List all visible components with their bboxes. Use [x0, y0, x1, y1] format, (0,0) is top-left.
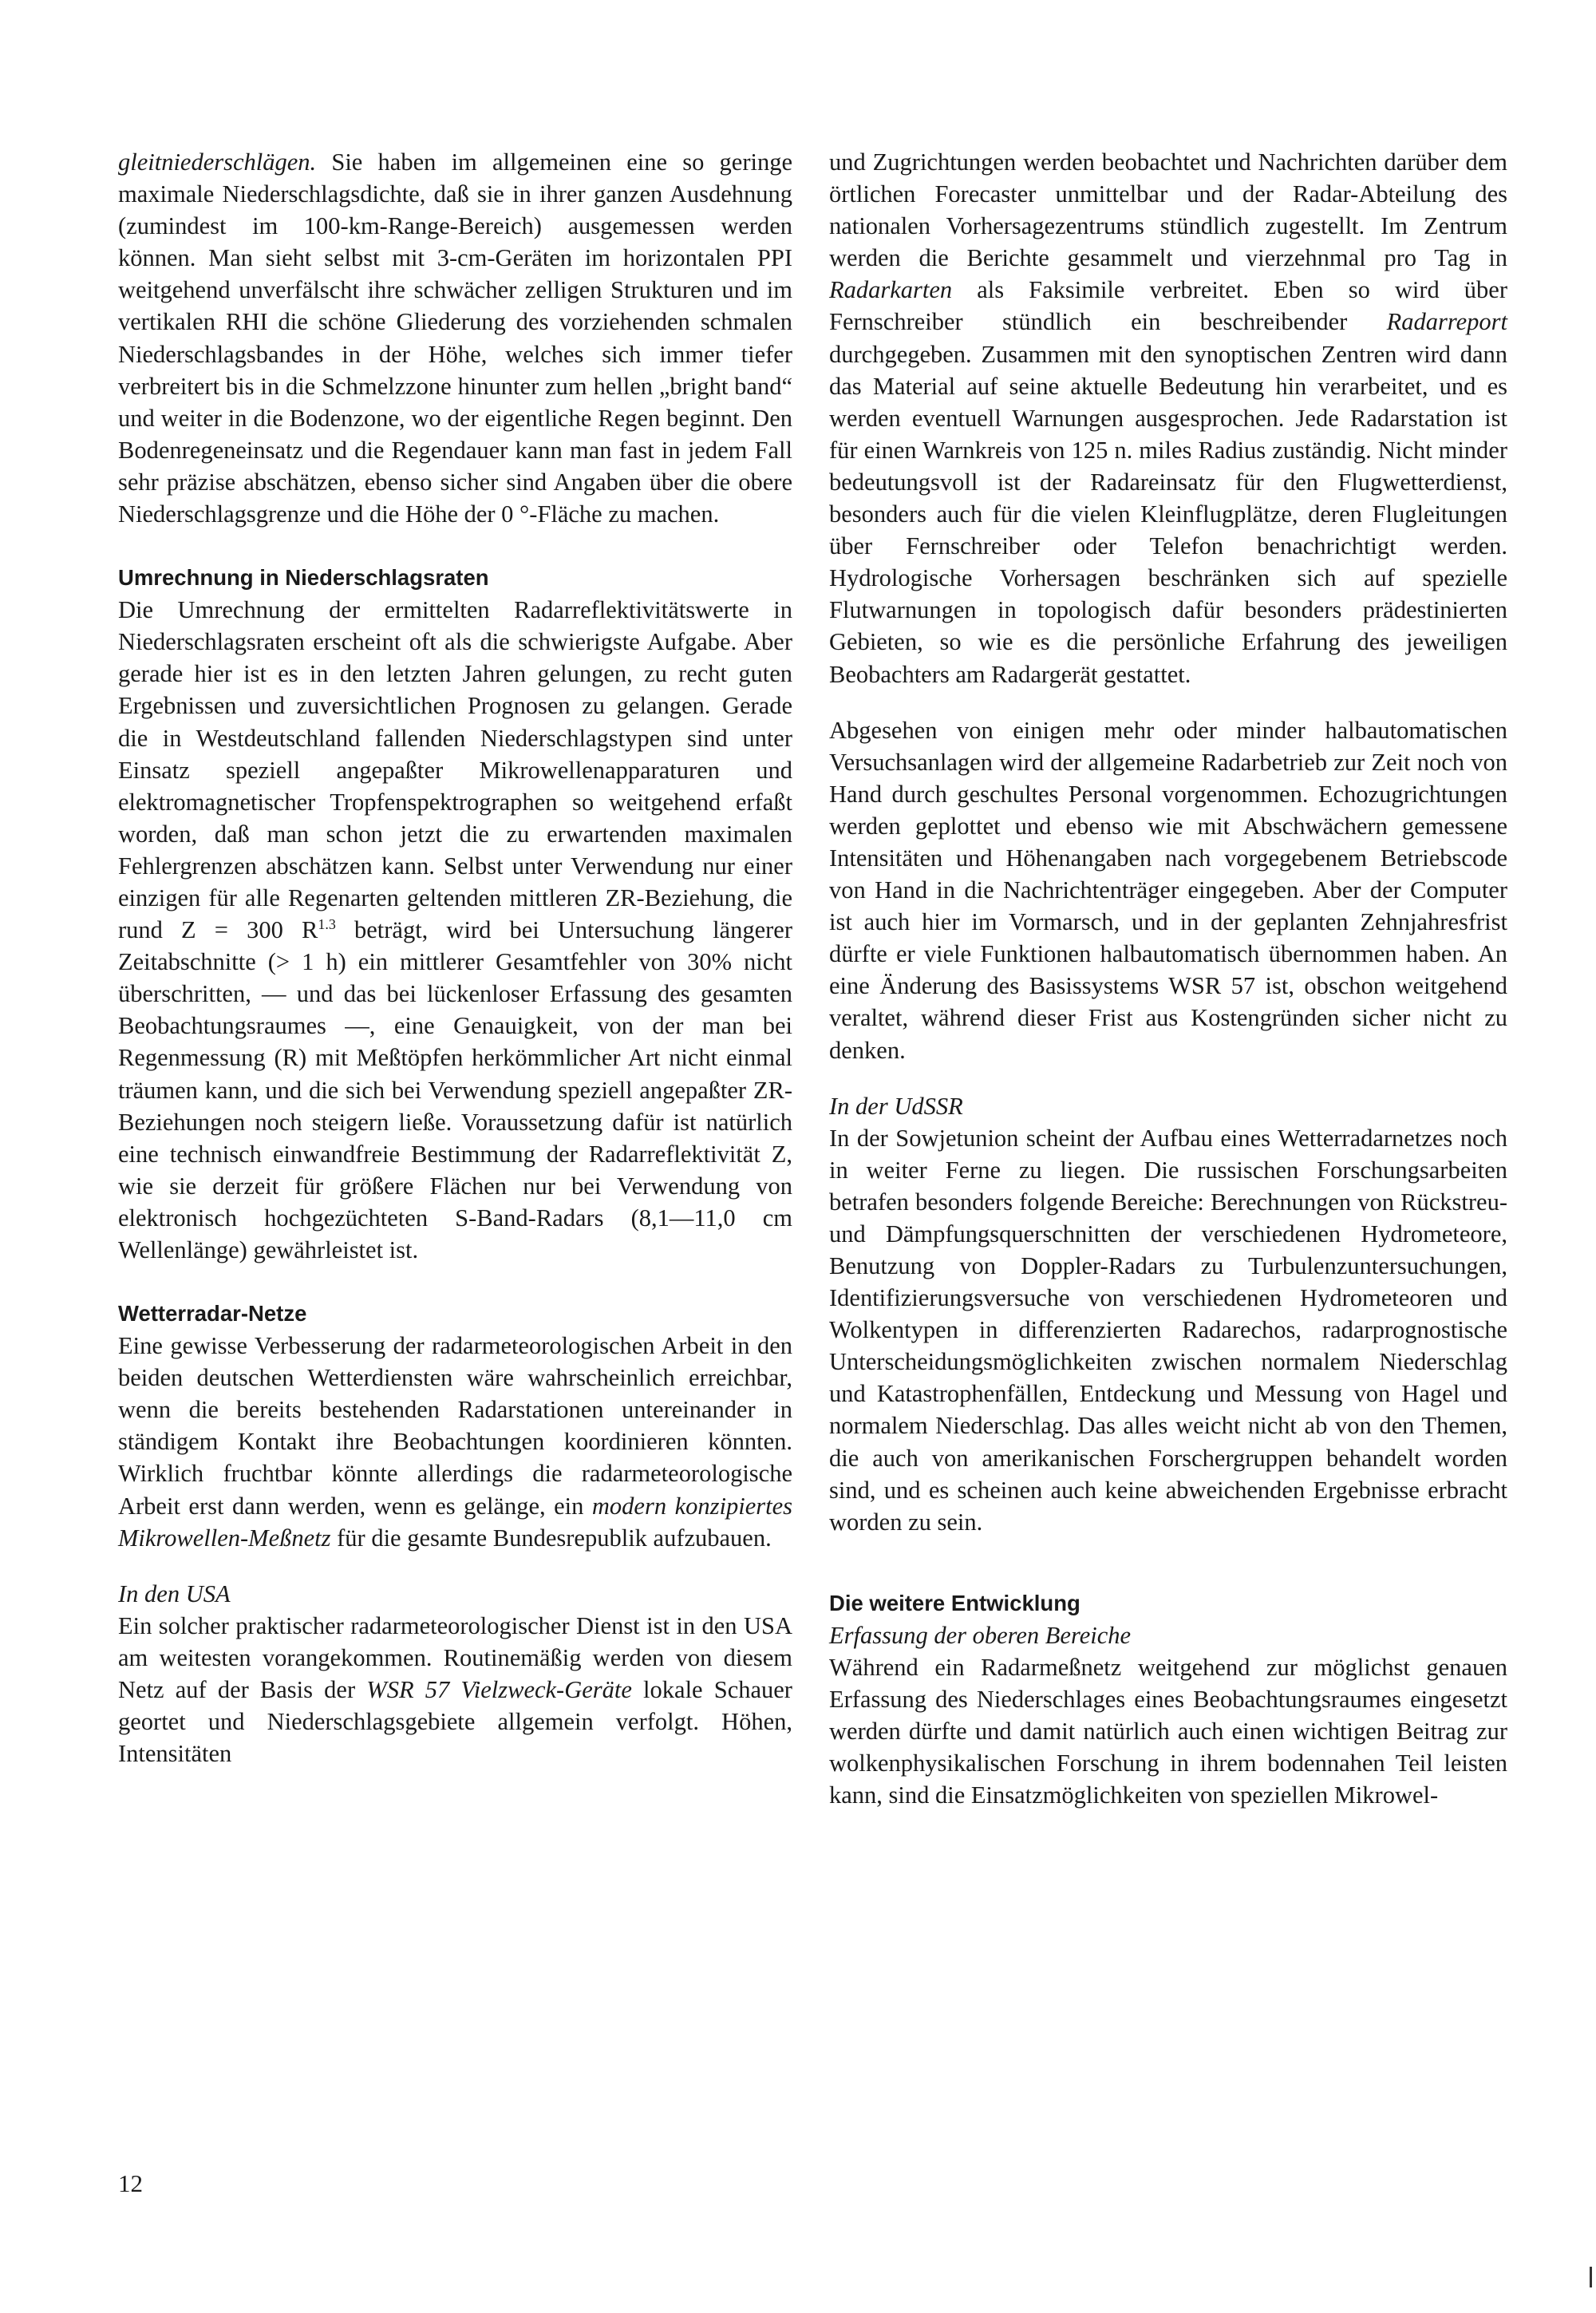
paragraph-usa: Ein solcher praktischer radarmeteorologischer Dienst ist in den USA am weitesten vorangekommen. Routinemäßig werden von diesem Netz auf der Basis der WSR 57 Vielzweck-Geräte lokale Schauer geortet und Niederschlagsgebiete allgemein verfolgt. Höhen, Intensitäten [118, 1611, 792, 1768]
edge-mark [1590, 2267, 1592, 2287]
paragraph-umrechnung: Die Umrechnung der ermittelten Radarreflektivitätswerte in Niederschlagsraten erscheint oft als die schwierigste Aufgabe. Aber gerade hier ist es in den letzten Jahren gelungen, zu recht guten Ergebnissen und zuversichtlichen Prognosen zu gelangen. Gerade die in Westdeutschland fallenden Niederschlagstypen sind unter Einsatz speziell angepaßter Mikrowellenapparaturen und elektromagnetischer Tropfenspektrographen so weitgehend erfaßt worden, daß man schon jetzt die zu erwartenden maximalen Fehlergrenzen abschätzen kann. Selbst unter Verwendung nur einer einzigen für alle Regenarten geltenden mittleren ZR-Beziehung, die rund Z = 300 $R^{1.3}$ beträgt, wird bei Untersuchung längerer Zeitabschnitte (> 1 h) ein mittlerer Gesamtfehler von 30% nicht überschritten, — und das bei lückenloser Erfassung des gesamten Beobachtungsraumes —, eine Genauigkeit, von der man bei Regenmessung (R) mit Meßtöpfen herkömmlicher Art nicht einmal träumen kann, und die sich bei Verwendung speziell angepaßter ZR-Beziehungen noch steigern ließe. Voraussetzung dafür ist natürlich eine technisch einwandfreie Bestimmung der Radarreflektivität Z, wie sie derzeit für größere Flächen nur bei Verwendung von elektronisch hochgezüchteten S-Band-Radars (8,1—11,0 cm Wellenlänge) gewährleistet ist. [118, 596, 792, 1263]
right-column [829, 146, 1507, 1811]
paragraph-udssr: In der Sowjetunion scheint der Aufbau eines Wetterradarnetzes noch in weiter Ferne zu liegen. Die russischen Forschungsarbeiten betrafen besonders folgende Bereiche: Berechnungen von Rückstreu- und Dämpfungsquerschnitten der verschiedenen Hydrometeore, Benutzung von Doppler-Radars zu Turbulenzuntersuchungen, Identifizierungsversuche von verschiedenen Hydrometeoren und Wolkentypen in differenzierten Radarechos, radarprognostische Unterscheidungsmöglichkeiten zwischen normalem Niederschlag und Katastrophenfällen, Entdeckung und Messung von Hagel und normalem Niederschlag. Das alles weicht nicht ab von den Themen, die auch von amerikanischen Forschergruppen behandelt worden sind, und es scheinen auch keine abweichenden Ergebnisse erbracht worden zu sein. [829, 1124, 1507, 1536]
heading-weitere-entwicklung: Die weitere Entwicklung [829, 1590, 1080, 1615]
subheading-udssr: In der UdSSR [829, 1092, 963, 1120]
page-number: 12 [118, 2169, 143, 2197]
paragraph-gleitniederschlaege: gleitniederschlägen. Sie haben im allgemeinen eine so geringe maximale Niederschlagsdichte, daß sie in ihrer ganzen Ausdehnung (zumindest im 100-km-Range-Bereich) ausgemessen werden können. Man sieht selbst mit 3-cm-Geräten im horizontalen PPI weitgehend unverfälscht ihre schwächer zelligen Strukturen und im vertikalen RHI die schöne Gliederung des vorziehenden schmalen Niederschlagsbandes in der Höhe, welches sich immer tiefer verbreitert bis in die Schmelzzone hinunter zum hellen „bright band“ und weiter in die Bodenzone, wo der eigentliche Regen beginnt. Den Bodenregeneinsatz und die Regendauer kann man fast in jedem Fall sehr präzise abschätzen, ebenso sicher sind Angaben über die obere Niederschlagsgrenze und die Höhe der 0 °-Fläche zu machen. [118, 148, 792, 528]
paragraph-verbesserung: Eine gewisse Verbesserung der radarmeteorologischen Arbeit in den beiden deutschen Wetterdiensten wäre wahrscheinlich erreichbar, wenn die bereits bestehenden Radarstationen untereinander in ständigem Kontakt ihre Beobachtungen koordinieren könnten. Wirklich fruchtbar könnte allerdings die radarmeteorologische Arbeit erst dann werden, wenn es gelänge, ein modern konzipiertes Mikrowellen-Meßnetz für die gesamte Bundesrepublik aufzubauen. [118, 1332, 792, 1552]
subheading-usa: In den USA [118, 1580, 231, 1607]
paragraph-radarbetrieb: Abgesehen von einigen mehr oder minder halbautomatischen Versuchsanlagen wird der allgemeine Radarbetrieb zur Zeit noch von Hand durch geschultes Personal vorgenommen. Echozugrichtungen werden geplottet und ebenso wie mit Abschwächern gemessene Intensitäten und Höhenangaben nach vorgegebenem Betriebscode von Hand in die Nachrichtenträger eingegeben. Aber der Computer ist auch hier im Vormarsch, und in der geplanten Zehnjahresfrist dürfte er viele Funktionen halbautomatisch übernommen haben. An eine Änderung des Basissystems WSR 57 ist, obschon weitgehend veraltet, während dieser Frist aus Kostengründen sicher nicht zu denken. [829, 716, 1507, 1064]
heading-umrechnung: Umrechnung in Niederschlagsraten [118, 565, 489, 591]
paragraph-zugrichtungen: und Zugrichtungen werden beobachtet und Nachrichten darüber dem örtlichen Forecaster unmittelbar und der Radar-Abteilung des nationalen Vorhersagezentrums stündlich zugestellt. Im Zentrum werden die Berichte gesammelt und vierzehnmal pro Tag in Radarkarten als Faksimile verbreitet. Eben so wird über Fernschreiber stündlich ein beschreibender Radarreport durchgegeben. Zusammen mit den synoptischen Zentren wird dann das Material auf seine aktuelle Bedeutung hin verarbeitet, und es werden eventuell Warnungen ausgesprochen. Jede Radarstation ist für einen Warnkreis von 125 n. miles Radius zuständig. Nicht minder bedeutungsvoll ist der Radareinsatz für den Flugwetterdienst, besonders auch für die vielen Kleinflugplätze, deren Flugleitungen über Fernschreiber oder Telefon benachrichtigt werden. Hydrologische Vorhersagen beschränken sich auf spezielle Flutwarnungen in topologisch dafür besonders prädestinierten Gebieten, so wie es die persönliche Erfahrung des jeweiligen Beobachters am Radargerät gestattet. [829, 148, 1507, 688]
left-column [118, 146, 792, 1769]
paragraph-erfassung: Während ein Radarmeßnetz weitgehend zur möglichst genauen Erfassung des Niederschlages eines Beobachtungsraumes eingesetzt werden dürfte und damit natürlich auch einen wichtigen Beitrag zur wolkenphysikalischen Forschung in ihrem bodennahen Teil leisten kann, sind die Einsatzmöglichkeiten von speziellen Mikrowel- [829, 1653, 1507, 1809]
heading-wetterradar-netze: Wetterradar-Netze [118, 1301, 307, 1327]
subheading-erfassung: Erfassung der oberen Bereiche [829, 1621, 1132, 1649]
